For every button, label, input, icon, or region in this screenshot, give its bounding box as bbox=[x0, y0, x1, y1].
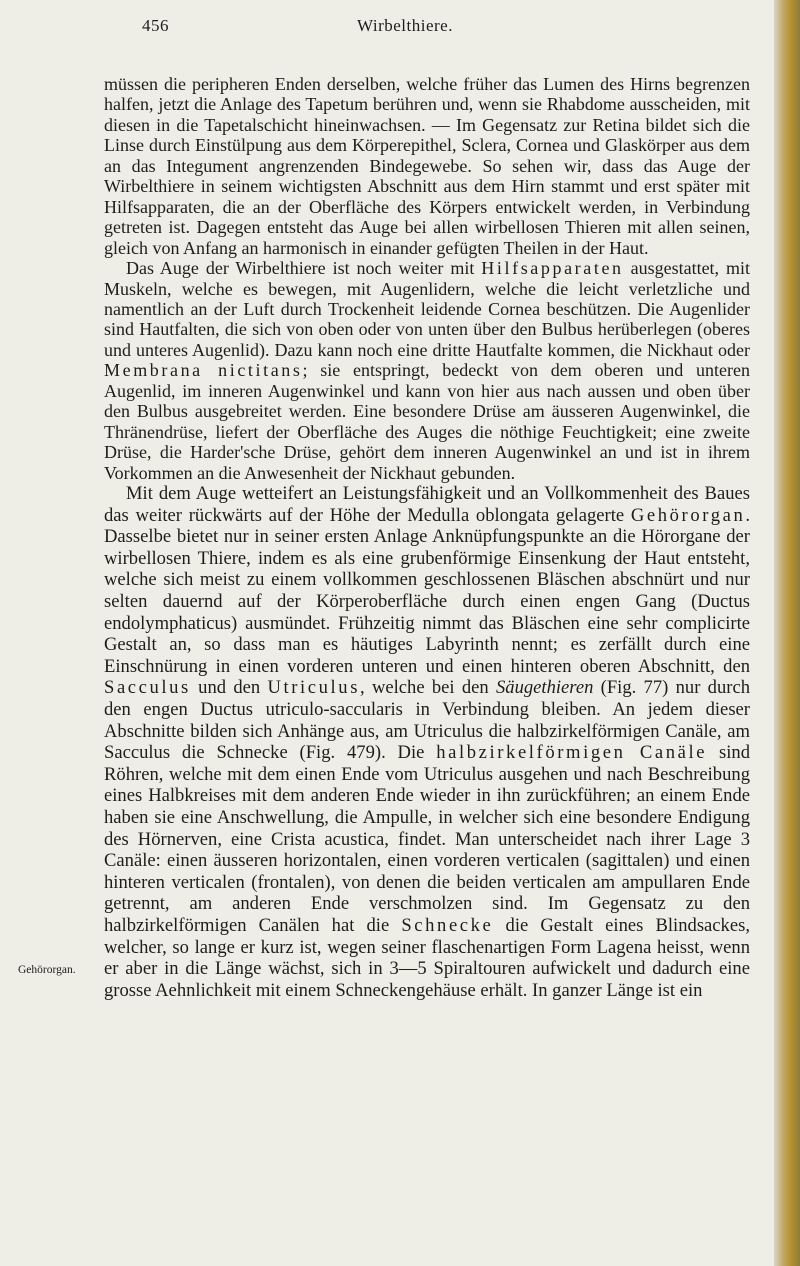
paragraph-2-text-2: ausgestattet, mit Muskeln, welche es bewegen, mit Augenlidern, welche die leicht verletzliche und namentlich an der Luft durch Trockenheit leidende Cornea beschützen. Die Augenlider sind Hautfalten, die sich von oben oder von unten über den Bulbus herüberlegen (oberes und unteres Augenlid). Dazu kann noch eine dritte Hautfalte kommen, die Nickhaut oder bbox=[104, 258, 750, 360]
paragraph-3-text-2: . Dasselbe bietet nur in seiner ersten Anlage Anknüpfungspunkte an die Hörorgane der wirbellosen Thiere, indem es als eine grubenförmige Einsenkung der Haut entsteht, welche sich meist zu einem vollkommen geschlossenen Bläschen abschnürt und nur selten dauernd auf der Körperoberfläche durch einen engen Gang (Ductus endolymphaticus) ausmündet. Frühzeitig nimmt das Bläschen eine sehr complicirte Gestalt an, so dass man es häutiges Labyrinth nennt; es zerfällt durch eine Einschnürung in einen vorderen unteren und einen hinteren oberen Abschnitt, den bbox=[104, 504, 750, 677]
body-text bbox=[104, 74, 750, 1001]
term-gehoerorgan: Gehörorgan bbox=[630, 504, 746, 526]
paragraph-3-text-3: und den bbox=[190, 677, 268, 699]
term-hilfsapparaten: Hilfsapparaten bbox=[481, 258, 624, 279]
running-title: Wirbelthiere. bbox=[357, 16, 453, 35]
paragraph-3-text-6: sind Röhren, welche mit dem einen Ende vom Utriculus ausgehen und nach Beschreibung eines Halbkreises mit dem anderen Ende wieder in ihn zurückführen; an einem Ende haben sie eine Anschwellung, die Ampulle, in welcher sich eine besondere Endigung des Hörnerven, eine Crista acustica, findet. Man unterscheidet nach ihrer Lage 3 Canäle: einen äusseren horizontalen, einen vorderen verticalen (sagittalen) und einen hinteren verticalen (frontalen), von denen die beiden verticalen am ampullaren Ende getrennt, am anderen Ende verschmolzen sind. Im Gegensatz zu den halbzirkelförmigen Canälen hat die bbox=[104, 742, 750, 936]
page-number: 456 bbox=[142, 16, 169, 35]
page-header bbox=[0, 16, 770, 40]
term-schnecke: Schnecke bbox=[401, 914, 494, 936]
paragraph-2-text-3: ; sie entspringt, bedeckt von dem oberen und unteren Augenlid, im inneren Augenwinkel und kann von hier aus nach aussen und oben über den Bulbus ausgebreitet werden. Eine besondere Drüse am äusseren Augenwinkel, die Thränendrüse, liefert der Oberfläche des Auges die nöthige Feuchtigkeit; eine zweite Drüse, die Harder'sche Drüse, gehört dem inneren Augenwinkel an und ist in ihrem Vorkommen an die Anwesenheit der Nickhaut gebunden. bbox=[104, 360, 750, 483]
paragraph-3-text-1: Mit dem Auge wetteifert an Leistungsfähigkeit und an Vollkommenheit des Baues das weiter rückwärts auf der Höhe der Medulla oblongata gelagerte bbox=[104, 483, 750, 526]
paragraph-2-text-1: Das Auge der Wirbelthiere ist noch weiter mit bbox=[126, 258, 482, 279]
term-saeugethieren: Säugethieren bbox=[495, 677, 594, 699]
paragraph-3-text-5: (Fig. 77) nur durch den engen Ductus utriculo-saccularis in Verbindung bleiben. An jedem dieser Abschnitte bilden sich Anhänge aus, am Utriculus die halbzirkelförmigen Canäle, am Sacculus die Schnecke (Fig. 479). Die bbox=[104, 677, 750, 764]
margin-note-gehoerorgan: Gehörorgan. bbox=[18, 964, 76, 976]
paragraph-2 bbox=[104, 258, 750, 483]
term-sacculus: Sacculus bbox=[104, 677, 191, 699]
paragraph-3-text-7: die Gestalt eines Blindsackes, welcher, so lange er kurz ist, wegen seiner flaschenartigen Form Lagena heisst, wenn er aber in die Länge wächst, sich in 3—5 Spiraltouren aufwickelt und dadurch eine grosse Aehnlichkeit mit einem Schneckengehäuse erhält. In ganzer Länge ist ein bbox=[104, 914, 750, 1001]
paragraph-3 bbox=[104, 483, 750, 1001]
page-edge bbox=[774, 0, 800, 1266]
term-utriculus: Utriculus bbox=[267, 677, 361, 699]
paragraph-1: müssen die peripheren Enden derselben, welche früher das Lumen des Hirns begrenzen halfen, jetzt die Anlage des Tapetum berühren und, wenn sie Rhabdome ausscheiden, mit diesen in die Tapetalschicht hineinwachsen. — Im Gegensatz zur Retina bildet sich die Linse durch Einstülpung aus dem Körperepithel, Sclera, Cornea und Glaskörper aus dem an das Integument angrenzenden Bindegewebe. So sehen wir, dass das Auge der Wirbelthiere in seinem wichtigsten Abschnitt aus dem Hirn stammt und erst später mit Hilfsapparaten, die an der Oberfläche des Körpers entwickelt werden, in Verbindung getreten ist. Dagegen entsteht das Auge bei allen wirbellosen Thieren mit allen seinen, gleich von Anfang an harmonisch in einander gefügten Theilen in der Haut. bbox=[104, 74, 750, 258]
paragraph-3-text-4: , welche bei den bbox=[360, 677, 496, 699]
term-membrana-nictitans: Membrana nictitans bbox=[104, 360, 303, 381]
term-halbzirkelfoermige-canaele: halbzirkelförmigen Canäle bbox=[436, 742, 708, 764]
